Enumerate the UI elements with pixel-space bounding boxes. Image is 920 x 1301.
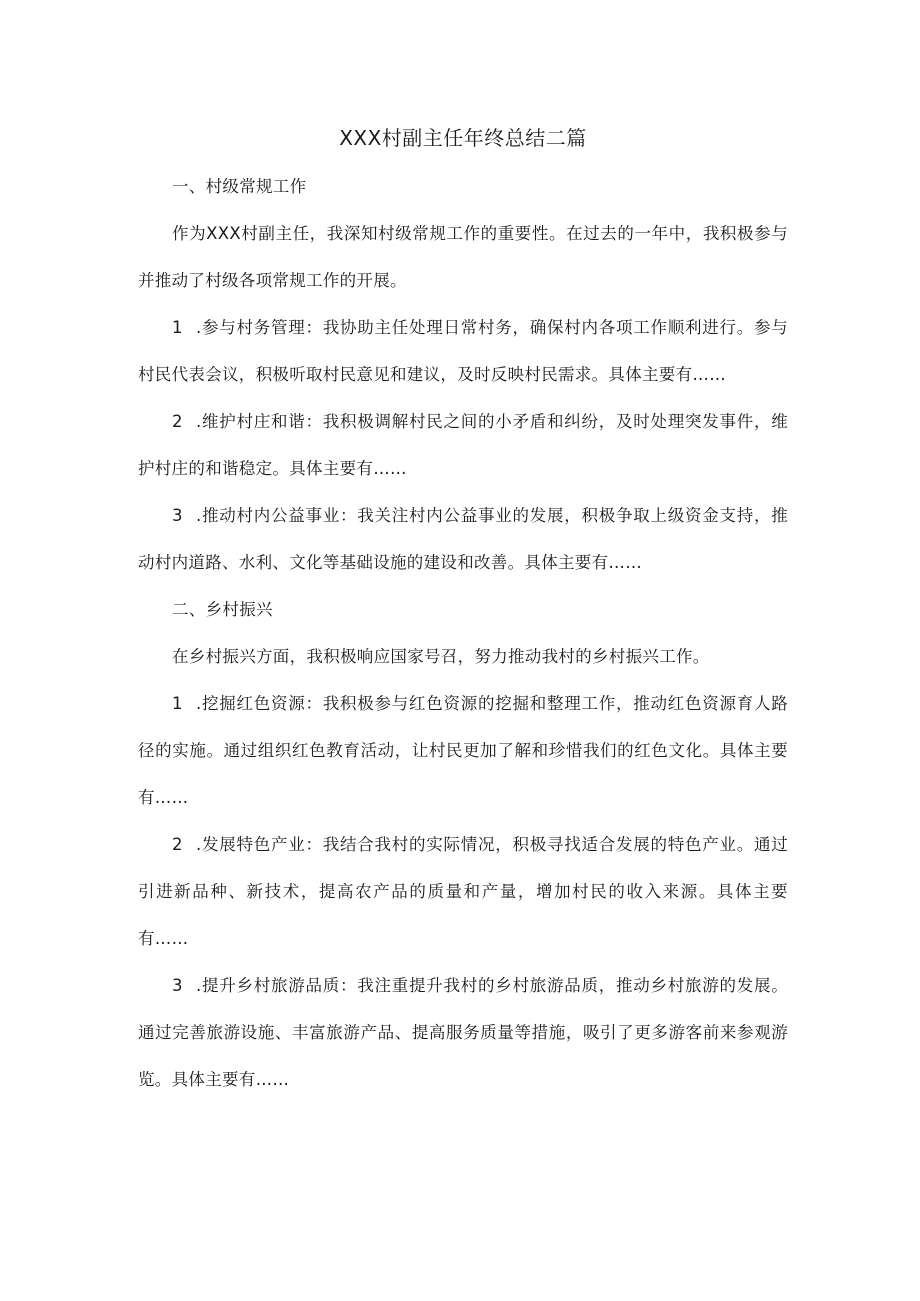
item-number: 2: [172, 412, 183, 431]
item-text: .推动村内公益事业：我关注村内公益事业的发展，积极争取上级资金支持，推动村内道路、水利、文化等基础设施的建设和改善。具体主要有……: [138, 506, 788, 572]
section-1-item-2: [138, 398, 788, 492]
item-number: 1: [172, 318, 183, 337]
item-text: .挖掘红色资源：我积极参与红色资源的挖掘和整理工作，推动红色资源育人路径的实施。通过组织红色教育活动，让村民更加了解和珍惜我们的红色文化。具体主要有……: [138, 694, 788, 807]
item-text: .参与村务管理：我协助主任处理日常村务，确保村内各项工作顺利进行。参与村民代表会议，积极听取村民意见和建议，及时反映村民需求。具体主要有……: [138, 318, 788, 384]
section-heading-1: 一、村级常规工作: [172, 177, 307, 196]
item-number: 2: [172, 835, 183, 854]
section-2-item-2: [138, 821, 788, 962]
item-number: 3: [172, 976, 183, 995]
item-number: 1: [172, 694, 183, 713]
item-text: .提升乡村旅游品质：我注重提升我村的乡村旅游品质，推动乡村旅游的发展。通过完善旅游设施、丰富旅游产品、提高服务质量等措施，吸引了更多游客前来参观游览。具体主要有……: [138, 976, 788, 1089]
item-text: .发展特色产业：我结合我村的实际情况，积极寻找适合发展的特色产业。通过引进新品种、新技术，提高农产品的质量和产量，增加村民的收入来源。具体主要有……: [138, 835, 788, 948]
section-1-item-3: [138, 492, 788, 586]
section-2-item-3: [138, 962, 788, 1103]
item-number: 3: [172, 506, 183, 525]
document-title: XXX村副主任年终总结二篇: [339, 126, 587, 150]
item-text: .维护村庄和谐：我积极调解村民之间的小矛盾和纠纷，及时处理突发事件，维护村庄的和谐稳定。具体主要有……: [138, 412, 788, 478]
section-1-intro: 作为XXX村副主任，我深知村级常规工作的重要性。在过去的一年中，我积极参与并推动了村级各项常规工作的开展。: [138, 224, 788, 290]
section-2-item-1: [138, 680, 788, 821]
section-2-intro: 在乡村振兴方面，我积极响应国家号召，努力推动我村的乡村振兴工作。: [172, 647, 710, 666]
section-1-item-1: [138, 304, 788, 398]
section-heading-2: 二、乡村振兴: [172, 600, 273, 619]
